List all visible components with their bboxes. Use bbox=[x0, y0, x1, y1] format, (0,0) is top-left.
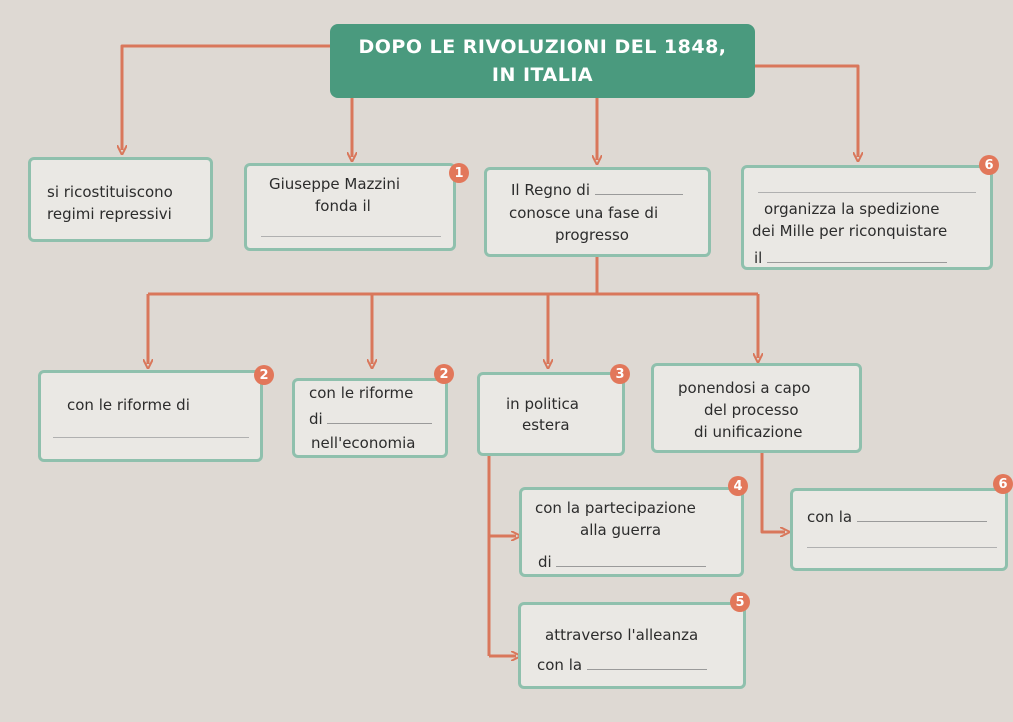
box-ponendosi bbox=[651, 363, 862, 453]
box-text-1: si ricostituiscono bbox=[47, 183, 173, 201]
box-con-la bbox=[790, 488, 1008, 571]
answer-blank[interactable] bbox=[53, 437, 249, 438]
answer-blank[interactable] bbox=[857, 507, 987, 522]
box-text-2: del processo bbox=[704, 401, 799, 419]
box-text-1: con la partecipazione bbox=[535, 499, 696, 517]
number-badge: 4 bbox=[728, 476, 748, 496]
box-text-3 bbox=[538, 552, 706, 573]
box-text-2 bbox=[309, 409, 432, 430]
box-mazzini bbox=[244, 163, 456, 251]
answer-blank[interactable] bbox=[758, 192, 976, 193]
di-label: di bbox=[309, 410, 323, 428]
box-text-1: attraverso l'alleanza bbox=[545, 626, 699, 644]
arrow-title-to-repressivi bbox=[122, 46, 330, 150]
box-riforme-di bbox=[38, 370, 263, 462]
con-la-label: con la bbox=[537, 656, 583, 674]
box-text-1: organizza la spedizione bbox=[764, 200, 940, 218]
answer-blank[interactable] bbox=[595, 180, 683, 195]
box-riforme-economia bbox=[292, 378, 448, 458]
box-text-3: progresso bbox=[555, 226, 629, 244]
title-line-1: DOPO LE RIVOLUZIONI DEL 1848, bbox=[358, 36, 727, 58]
answer-blank[interactable] bbox=[556, 552, 706, 567]
box-partecipazione bbox=[519, 487, 744, 577]
answer-blank[interactable] bbox=[587, 655, 707, 670]
box-alleanza bbox=[518, 602, 746, 689]
box-politica-estera bbox=[477, 372, 625, 456]
number-badge: 6 bbox=[979, 155, 999, 175]
box-text-2: dei Mille per riconquistare bbox=[752, 222, 948, 240]
box-text-2: conosce una fase di bbox=[509, 204, 659, 222]
number-badge: 6 bbox=[993, 474, 1013, 494]
box-text-1: in politica bbox=[506, 395, 579, 413]
box-text-2: regimi repressivi bbox=[47, 205, 172, 223]
number-badge: 2 bbox=[434, 364, 454, 384]
title-line-2: IN ITALIA bbox=[491, 64, 594, 86]
box-text-1: con le riforme bbox=[309, 384, 414, 402]
answer-blank[interactable] bbox=[767, 248, 947, 263]
box-spedizione bbox=[741, 165, 993, 270]
il-label: il bbox=[754, 249, 763, 267]
box-text-3: di unificazione bbox=[694, 423, 803, 441]
box-text-3 bbox=[754, 248, 947, 269]
arrow-title-to-spedizione bbox=[755, 66, 858, 157]
box-text-1: ponendosi a capo bbox=[678, 379, 811, 397]
box-text-1: con le riforme di bbox=[67, 396, 190, 414]
box-regno bbox=[484, 167, 711, 257]
number-badge: 2 bbox=[254, 365, 274, 385]
number-badge: 5 bbox=[730, 592, 750, 612]
di-label: di bbox=[538, 553, 552, 571]
con-la-label: con la bbox=[807, 508, 853, 526]
box-text-2: fonda il bbox=[315, 197, 371, 215]
box-regimi-repressivi bbox=[28, 157, 213, 242]
answer-blank[interactable] bbox=[327, 409, 432, 424]
box-text-2 bbox=[537, 655, 707, 676]
box-text-1 bbox=[511, 180, 683, 201]
number-badge: 3 bbox=[610, 364, 630, 384]
number-badge: 1 bbox=[449, 163, 469, 183]
diagram-title bbox=[330, 24, 755, 98]
answer-blank[interactable] bbox=[261, 236, 441, 237]
box-text-3: nell'economia bbox=[311, 434, 416, 452]
arrow-to-con-la bbox=[762, 452, 785, 532]
answer-blank[interactable] bbox=[807, 547, 997, 548]
regno-label: Il Regno di bbox=[511, 181, 590, 199]
box-text-2: alla guerra bbox=[580, 521, 662, 539]
box-text-2: estera bbox=[522, 416, 570, 434]
box-text-1 bbox=[807, 507, 987, 528]
box-text-1: Giuseppe Mazzini bbox=[269, 175, 401, 193]
